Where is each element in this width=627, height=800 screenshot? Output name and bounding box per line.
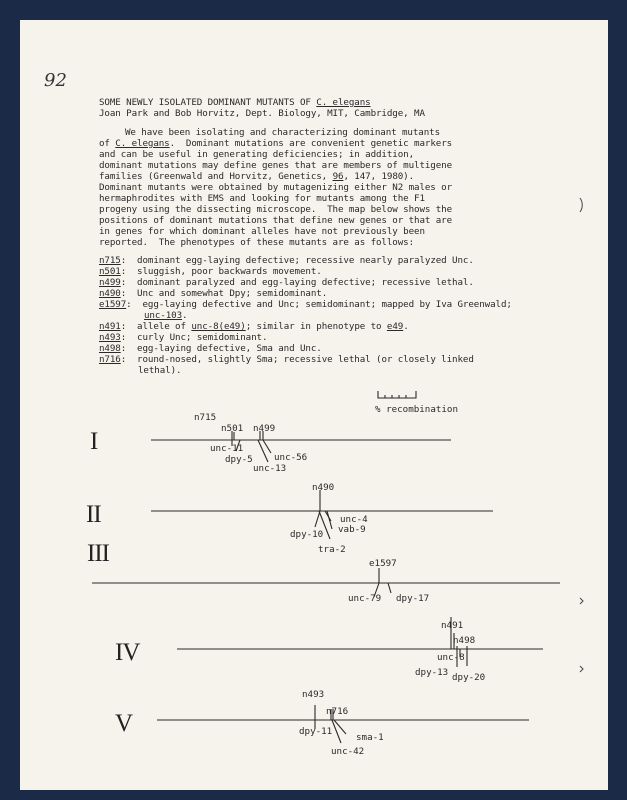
allele-description: curly Unc; semidominant. [137,332,268,343]
gene-label: dpy-20 [452,672,486,683]
paragraph-line-9: positions of dominant mutations that define new genes or that are [99,215,453,226]
scale-bar [378,391,416,398]
title-prefix: SOME NEWLY ISOLATED DOMINANT MUTANTS OF [99,97,317,108]
chromosome-label-i: I [90,428,98,455]
chromosome-label-ii: II [86,501,101,528]
gene-label: dpy-13 [415,667,449,678]
allele-label: n493 [302,689,325,700]
allele-description: round-nosed, slightly Sma; recessive lethal (or closely linked [137,354,474,365]
mutant-row: n716: round-nosed, slightly Sma; recessive lethal (or closely linked [99,354,474,365]
allele-label: e1597 [369,558,397,569]
allele-name: n490 [99,288,121,299]
allele-label: n501 [221,423,244,434]
allele-name: n716 [99,354,121,365]
allele-description: Unc and somewhat Dpy; semidominant. [137,288,328,299]
period: . [403,321,409,332]
text-rest: . Dominant mutations are convenient genetic markers [169,138,453,149]
mutant-row: n490: Unc and somewhat Dpy; semidominant. [99,288,328,299]
allele-description: egg-laying defective and Unc; semidominant; mapped by Iva Greenwald; [142,299,512,310]
gene-label: dpy-11 [299,726,333,737]
paragraph-line-7: hermaphrodites with EMS and looking for mutants among the F1 [99,193,425,204]
gene-label: dpy-10 [290,529,324,540]
paragraph-line-8: progeny using the dissecting microscope. The map below shows the [99,204,453,215]
chromosome-label-v: V [115,710,133,737]
gene-name: unc-8(e49) [191,321,246,332]
citation-pages: , 147, 1980). [343,171,415,182]
gene-label: dpy-5 [225,454,253,465]
gene-label: sma-1 [356,732,384,743]
mutant-row: n491: allele of unc-8(e49); similar in phenotype to e49. [99,321,409,332]
paragraph-line-3: and can be useful in generating deficiencies; in addition, [99,149,415,160]
mutant-row: n493: curly Unc; semidominant. [99,332,268,343]
allele-name: n499 [99,277,121,288]
gene-label: dpy-17 [396,593,430,604]
mutant-row: n715: dominant egg-laying defective; recessive nearly paralyzed Unc. [99,255,474,266]
period: . [182,310,188,321]
chromosome-label-iv: IV [115,639,140,666]
authors: Joan Park and Bob Horvitz, Dept. Biology, MIT, Cambridge, MA [99,108,425,119]
margin-mark [580,666,583,672]
paragraph-line-1: We have been isolating and characterizing dominant mutants [125,127,441,138]
paragraph-line-11: reported. The phenotypes of these mutants are as follows: [99,237,415,248]
margin-mark [580,598,583,604]
allele-label: n491 [441,620,464,631]
citation-text: families (Greenwald and Horvitz, Genetics, [99,171,333,182]
paragraph-line-6: Dominant mutants were obtained by mutagenizing either N2 males or [99,182,453,193]
mutant-row: n501: sluggish, poor backwards movement. [99,266,322,277]
allele-label: n498 [453,635,476,646]
allele-description: dominant paralyzed and egg-laying defective; recessive lethal. [137,277,474,288]
gene-label: unc-13 [253,463,287,474]
allele-description: allele of [137,321,192,332]
allele-label: n490 [312,482,335,493]
allele-description: ; similar in phenotype to [245,321,387,332]
mutant-row-continued: lethal). [138,365,182,376]
gene-label: unc-8 [437,652,465,663]
allele-description: egg-laying defective, Sma and Unc. [137,343,322,354]
mutant-row: e1597: egg-laying defective and Unc; semidominant; mapped by Iva Greenwald; [99,299,512,310]
gene-label: unc-4 [340,514,368,525]
gene-name: e49 [386,321,404,332]
allele-name: n501 [99,266,121,277]
paragraph-line-10: in genes for which dominant alleles have not previously been [99,226,425,237]
page-number: 92 [44,70,67,91]
allele-name: n493 [99,332,121,343]
text-of: of [99,138,116,149]
citation-volume: 96 [332,171,344,182]
allele-name: n491 [99,321,121,332]
margin-mark [580,198,582,212]
allele-description: sluggish, poor backwards movement. [137,266,322,277]
allele-name: n498 [99,343,121,354]
allele-label: n716 [326,706,349,717]
chromosome-label-iii: III [87,540,109,567]
allele-label: n499 [253,423,276,434]
gene-label: vab-9 [338,524,366,535]
document-page [20,20,608,790]
allele-description: dominant egg-laying defective; recessive nearly paralyzed Unc. [137,255,474,266]
gene-name: unc-103 [144,310,183,321]
gene-label: unc-56 [274,452,308,463]
scale-label: % recombination [375,404,458,415]
gene-label: tra-2 [318,544,346,555]
mutant-row: n498: egg-laying defective, Sma and Unc. [99,343,322,354]
mutant-row: n499: dominant paralyzed and egg-laying defective; recessive lethal. [99,277,474,288]
allele-label: n715 [194,412,217,423]
genetic-map [20,20,608,790]
allele-name: e1597 [99,299,127,310]
gene-label: unc-42 [331,746,365,757]
gene-label: unc-11 [210,443,244,454]
paragraph-line-4: dominant mutations may define genes that are members of multigene [99,160,453,171]
allele-name: n715 [99,255,121,266]
gene-label: unc-79 [348,593,382,604]
title-species: C. elegans [316,97,371,108]
species-name: C. elegans [115,138,170,149]
